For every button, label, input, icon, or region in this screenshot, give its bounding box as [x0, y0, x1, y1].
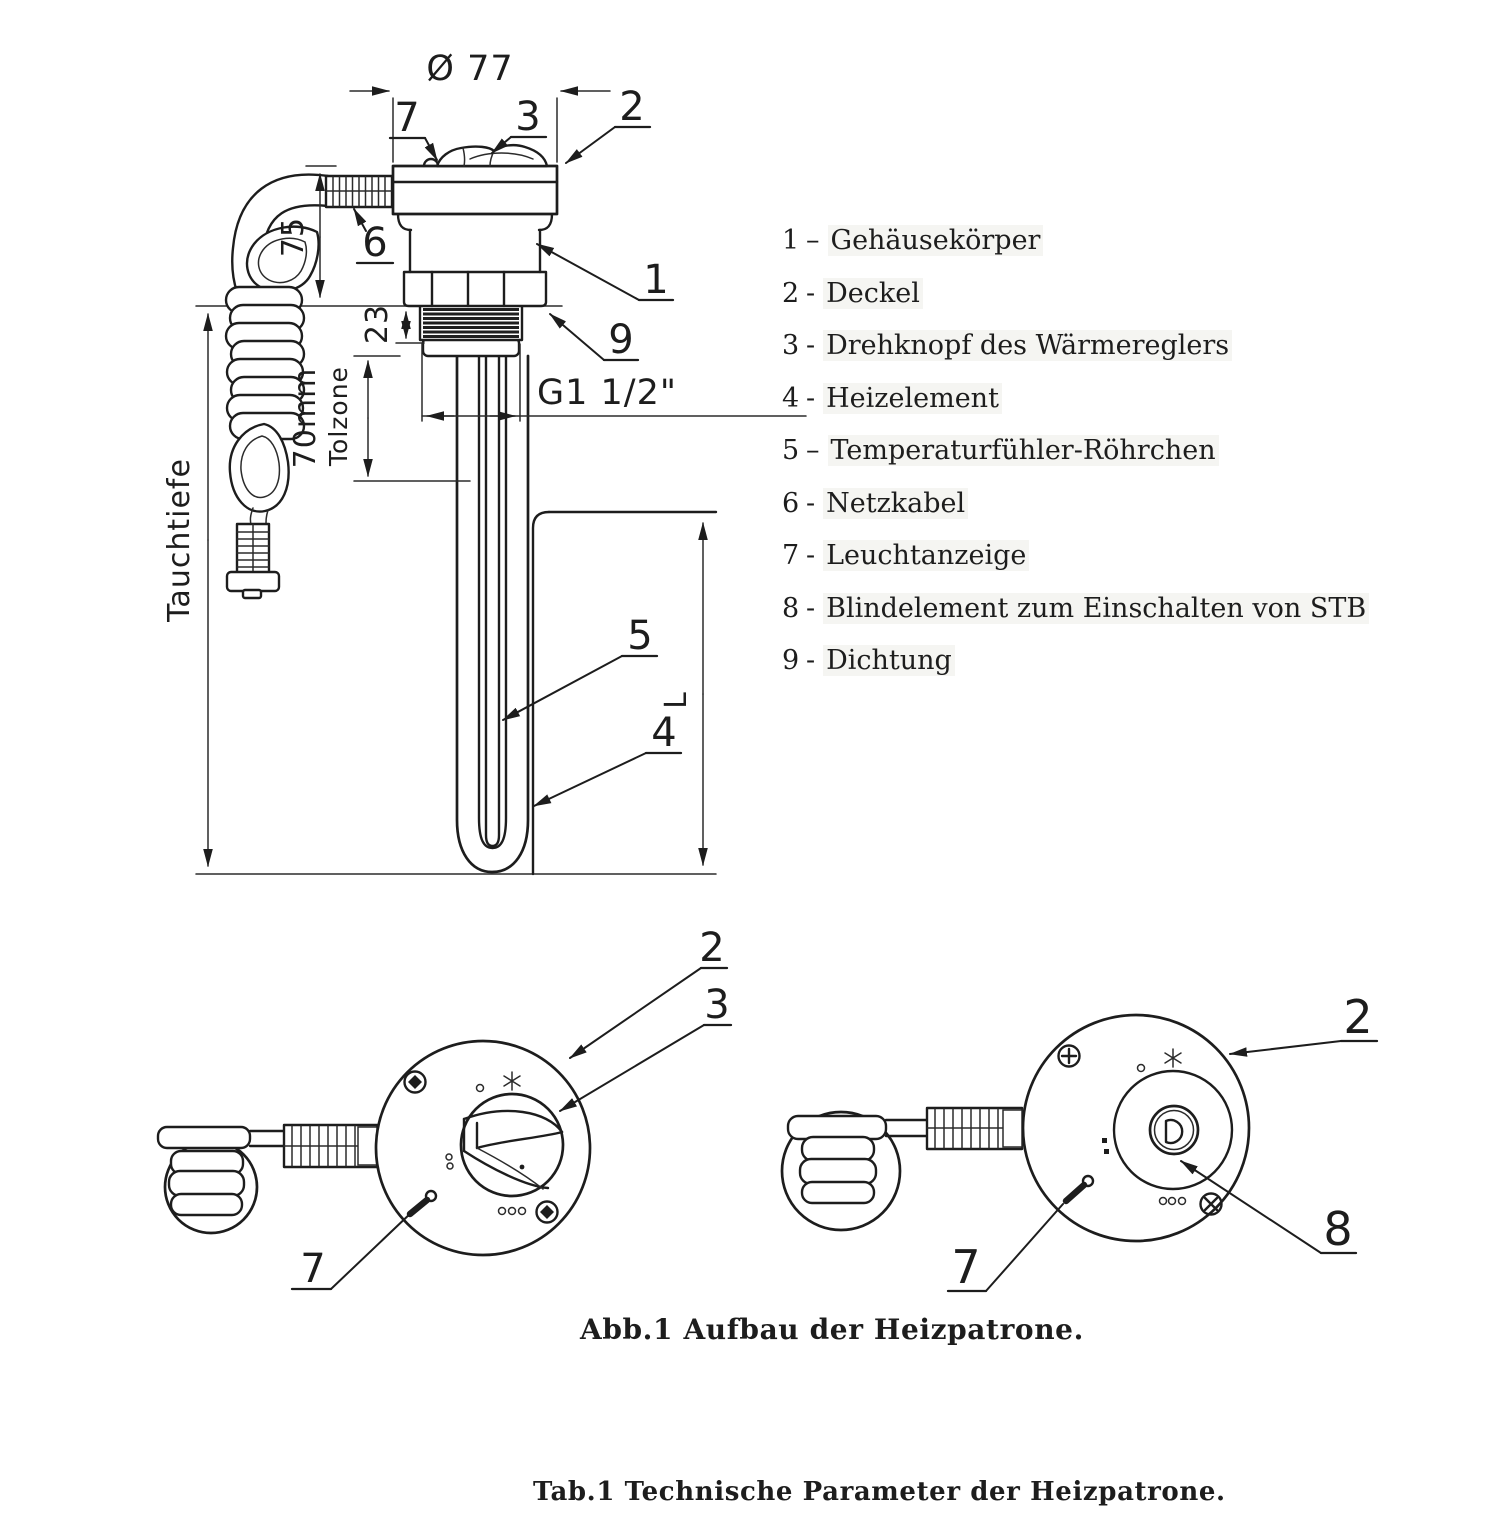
legend-label: Dichtung: [823, 645, 955, 676]
legend-num: 7: [782, 540, 800, 571]
callout-1-main: 1: [643, 257, 669, 303]
legend-label: Blindelement zum Einschalten von STB: [823, 593, 1369, 624]
legend-separator: -: [806, 330, 816, 361]
bottom-view-without-knob: [782, 990, 1377, 1294]
legend-num: 4: [782, 382, 800, 414]
dimension-diameter: [350, 49, 610, 162]
dim-thread-size-text: G1 1/2": [537, 373, 677, 413]
legend-item-1: [782, 226, 1369, 255]
callout-4-main: 4: [651, 710, 677, 756]
legend-num: 8: [782, 592, 800, 624]
callout-5-main: 5: [627, 613, 653, 659]
legend-label: Gehäusekörper: [828, 225, 1044, 256]
legend-item-3: [782, 331, 1369, 360]
parts-legend: [782, 226, 1369, 699]
legend-num: 9: [782, 645, 800, 676]
callout-9-main: 9: [608, 317, 634, 363]
legend-item-9: [782, 646, 1369, 675]
callout-8-right: 8: [1323, 1202, 1353, 1256]
legend-separator: –: [806, 225, 820, 256]
dimension-tauchtiefe: [162, 314, 208, 866]
legend-separator: -: [806, 645, 816, 676]
thread-section: [420, 305, 522, 340]
legend-num: 6: [782, 487, 800, 519]
right-view-strain-relief: [927, 1108, 1022, 1149]
heater-tube-outer: [457, 356, 528, 872]
cable-strain-relief: [326, 176, 392, 207]
dim-diameter-text: Ø 77: [426, 49, 514, 89]
mains-plug: [227, 524, 279, 598]
sensor-tube: [486, 356, 499, 846]
callout-2-left: 2: [699, 925, 725, 971]
housing-body: [398, 214, 552, 272]
left-view-plug: [158, 1127, 284, 1233]
dim-70mm-text: 70mm: [288, 367, 323, 469]
callout-3-main: 3: [515, 94, 541, 140]
legend-separator: -: [806, 540, 816, 571]
right-view-plug: [782, 1112, 927, 1230]
main-side-view: [162, 49, 806, 874]
dim-tauchtiefe-text: Tauchtiefe: [162, 458, 197, 622]
legend-separator: -: [806, 592, 816, 624]
dim-tolzone-text: Tolzone: [324, 366, 353, 466]
thermostat-knob-profile: [424, 145, 547, 166]
callout-2-right: 2: [1343, 990, 1373, 1044]
legend-label: Deckel: [823, 278, 923, 309]
legend-item-7: [782, 541, 1369, 570]
legend-label: Leuchtanzeige: [823, 540, 1029, 571]
dimension-tolzone: [288, 356, 470, 481]
legend-item-5: [782, 436, 1369, 465]
dim-23-text: 23: [360, 303, 395, 345]
bottom-view-with-knob: [158, 925, 731, 1292]
legend-num: 2: [782, 277, 800, 309]
legend-item-6: [782, 489, 1369, 518]
legend-label: Drehknopf des Wärmereglers: [823, 330, 1232, 361]
right-view-screw-topleft: [1059, 1046, 1080, 1067]
legend-separator: –: [806, 435, 820, 466]
legend-item-8: [782, 594, 1369, 623]
callout-2-main: 2: [619, 84, 645, 130]
legend-num: 5: [782, 435, 800, 466]
callout-7-main: 7: [394, 95, 420, 141]
table-caption: Tab.1 Technische Parameter der Heizpatrone.: [533, 1477, 1226, 1507]
callout-7-right: 7: [951, 1240, 981, 1294]
figure-caption: Abb.1 Aufbau der Heizpatrone.: [580, 1313, 1084, 1346]
legend-label: Netzkabel: [823, 488, 968, 519]
legend-separator: -: [806, 277, 816, 309]
dim-length-text: L: [659, 691, 694, 709]
dimension-length-L: [659, 523, 703, 865]
legend-label: Heizelement: [823, 383, 1002, 414]
legend-item-4: [782, 384, 1369, 413]
heater-tube-inner: [479, 356, 506, 848]
callout-3-left: 3: [704, 982, 730, 1028]
legend-label: Temperaturfühler-Röhrchen: [828, 435, 1219, 466]
legend-separator: -: [806, 487, 816, 519]
heating-element-tubes: [457, 356, 528, 872]
dim-75-text: 75: [276, 216, 311, 258]
cap: [393, 166, 557, 214]
legend-item-2: [782, 279, 1369, 308]
legend-num: 1: [782, 225, 800, 256]
left-view-strain-relief: [284, 1125, 377, 1167]
hex-nut: [404, 272, 546, 306]
legend-separator: -: [806, 382, 816, 414]
legend-num: 3: [782, 330, 800, 361]
dimension-23: [360, 304, 424, 344]
callout-7-left: 7: [300, 1246, 326, 1292]
housing: [393, 145, 557, 356]
callout-6-main: 6: [362, 220, 388, 266]
